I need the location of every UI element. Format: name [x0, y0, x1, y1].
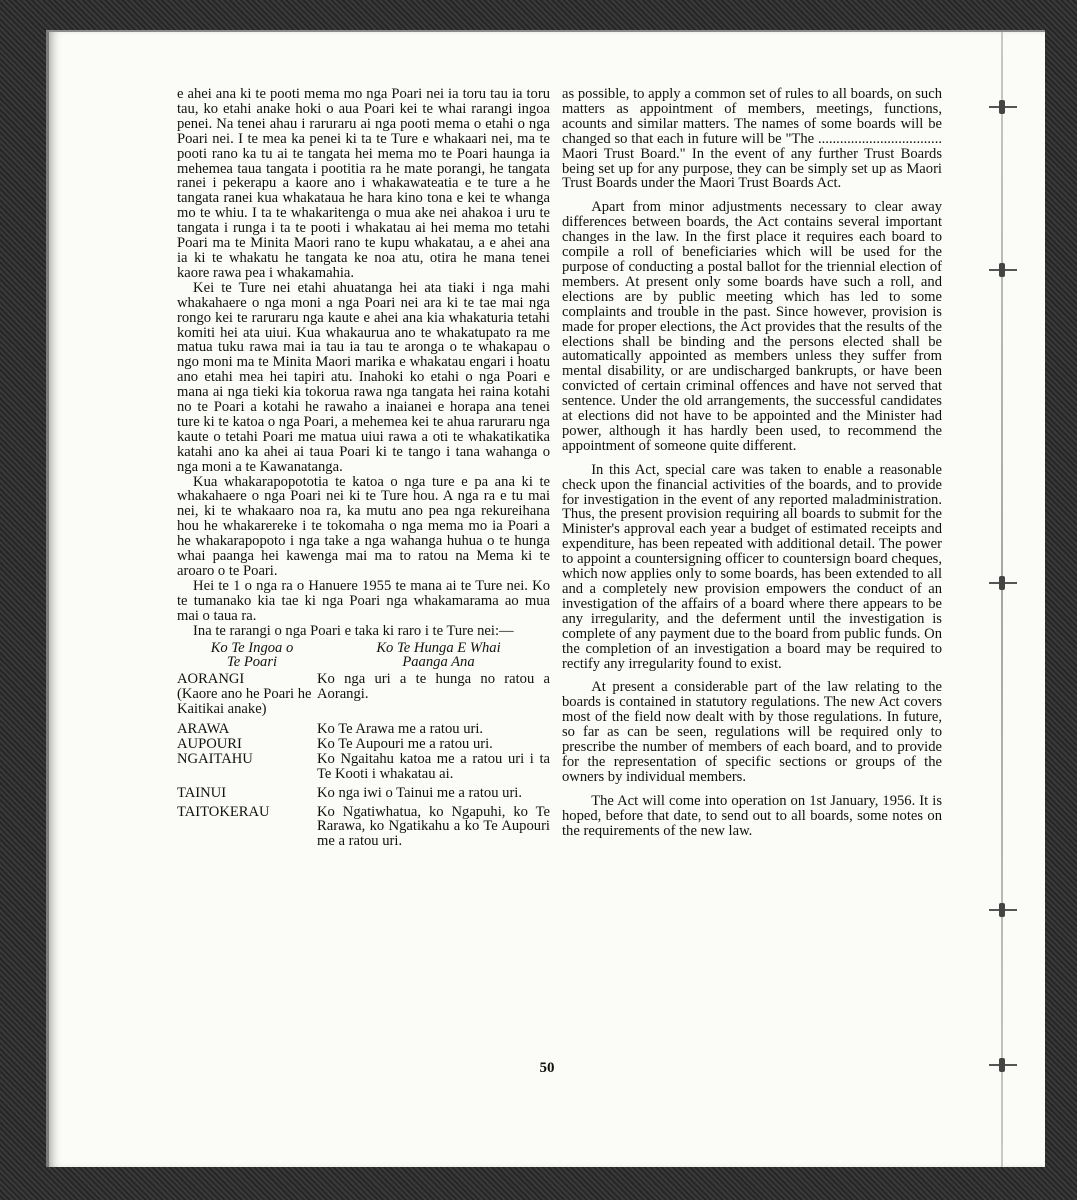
table-row: [177, 737, 550, 752]
paragraph: The Act will come into operation on 1st January, 1956. It is hoped, before that date, to send out to all boards, some notes on the requirements of the new law.: [562, 792, 942, 839]
table-row: [177, 687, 550, 717]
board-name: ARAWA: [177, 720, 230, 737]
document-page: [46, 30, 1045, 1167]
paragraph: Ina te rarangi o nga Poari e taka ki raro i te Ture nei:—: [193, 622, 514, 639]
board-beneficiaries: Ko nga iwi o Tainui me a ratou uri.: [317, 784, 523, 801]
binding-staple: [989, 580, 1017, 586]
board-name: AUPOURI: [177, 735, 242, 752]
board-beneficiaries: Ko Te Aupouri me a ratou uri.: [317, 735, 493, 752]
board-beneficiaries: [317, 687, 550, 717]
board-beneficiaries: Ko nga uri a te hunga no ratou a Aorangi.: [317, 671, 550, 703]
table-row: [177, 786, 550, 801]
right-column: [562, 87, 942, 848]
board-beneficiaries: Ko Te Arawa me a ratou uri.: [317, 720, 484, 737]
paragraph: In this Act, special care was taken to enable a reasonable check upon the financial activities of the boards, and to provide for investigation in the event of any reported maladministration. Thus, the present provision requiring all boards to submit for the Minister's approval each year a budget of estimated receipts and expenditure, has been repeated with additional detail. The power to appoint a countersigning officer to countersign board cheques, which now applies only to some boards, has been extended to all and a completely new provision empowers the conduct of an investigation of the affairs of a board where there appears to be any irregularity, and the deferment until the investigation is complete of any payment due to the board from public funds. On the completion of an investigation a board may be required to rectify any irregularity found to exist.: [562, 461, 942, 672]
paragraph: as possible, to apply a common set of rules to all boards, on such matters as appointment of members, meetings, functions, acounts and similar matters. The names of some boards will be changed so that each in future will be "The .................................. Maori Trust Board." In the event of any further Trust Boards being set up for any purpose, they can be simply set up as Maori Trust Boards under the Maori Trust Boards Act.: [562, 86, 942, 192]
header-board-name: Ko Te Ingoa o Te Poari: [210, 639, 294, 671]
paragraph: e ahei ana ki te pooti mema mo nga Poari nei ia toru tau ia toru tau, ko etahi anake hoki o aua Poari kei te whai rarangi ingoa penei. Na tenei ahau i raruraru ai nga pooti mema o etahi o nga Poari nei. I te mea ka penei ki ta te Ture e whakaari nei, ma te pooti rano ka tu ai te tangata hei mema mo te Poari haunga ia mehemea taua tangata i pootitia ra he mate porangi, he tangata ranei i pekerapu a kaore ano i whakawateatia e te ture a he tangata ranei kua whakataua he hara kino tona e kei te whanga mo te whiu. I ta te whakaritenga o mua ake nei ahakoa i uru te tangata i runga i ta te pooti i whakatau ai hei mema mo tetahi Poari ma te Minita Maori rano te kupu whakatau, a e ahei ana ia ki te whakatu he tangata ke noa atu, otira he mana tenei kaore rawa pea i whakamahia.: [177, 86, 550, 281]
table-row: [177, 805, 550, 850]
binding-staple: [989, 267, 1017, 273]
board-beneficiaries: Ko Ngaitahu katoa me a ratou uri i ta Te Kooti i whakatau ai.: [317, 750, 550, 782]
boards-table: [177, 672, 550, 849]
paragraph: Apart from minor adjustments necessary to clear away differences between boards, the Act contains several important changes in the law. In the first place it requires each board to compile a roll of beneficiaries which will be used for the purpose of conducting a postal ballot for the triennial election of members. At present only some boards have such a roll, and elections are by public meeting which has led to some complaints and trouble in the past. Since however, provision is made for proper elections, the Act provides that the results of the elections shall be binding and the persons elected shall be automatically appointed as members unless they suffer from mental disability, or are undischarged bankrupts, or have been convicted of certain criminal offences and have not served that sentence. Under the old arrangements, the successful candidates at elections did not have to be appointed and the Minister had power, although it has hardly been used, to recommend the appointment of someone quite different.: [562, 199, 942, 454]
board-name: TAINUI: [177, 784, 227, 801]
board-beneficiaries: Ko Ngatiwhatua, ko Ngapuhi, ko Te Rarawa, ko Ngatikahu a ko Te Aupouri me a ratou uri.: [317, 803, 550, 850]
board-name: AORANGI: [177, 671, 245, 688]
header-beneficiaries: Ko Te Hunga E Whai Paanga Ana: [376, 639, 501, 671]
table-row: [177, 752, 550, 782]
boards-table-header: [177, 641, 550, 671]
paragraph: Hei te 1 o nga ra o Hanuere 1955 te mana ai te Ture nei. Ko te tumanako kia tae ki nga Poari nga whakamarama ao mua mai o taua ra.: [177, 577, 550, 624]
binding-staple: [989, 104, 1017, 110]
paragraph: At present a considerable part of the law relating to the boards is contained in statutory regulations. The new Act covers most of the field now dealt with by those regulations. In future, so far as can be seen, regulations will be required only to prescribe the number of members of each board, and to provide for the representation of specific sections or groups of the owners by individual members.: [562, 679, 942, 785]
page-number: 50: [539, 1060, 555, 1076]
board-name: (Kaore ano he Poari he Kaitikai anake): [177, 686, 312, 718]
board-name: NGAITAHU: [177, 750, 253, 767]
binding-staple: [989, 907, 1017, 913]
binding-line: [1001, 32, 1003, 1167]
paragraph: Kua whakarapopototia te katoa o nga ture e pa ana ki te whakahaere o nga Poari nei ki te Ture hou. A nga ra e tu mai nei, ki te whakaaro noa ra, ka mutu ano pea nga rekureihana hou he whakarereke i te tokomaha o nga mema mo ia Poari a he whakarapopoto i nga take a nga wahanga huhua o te hunga whai paanga hei kawenga mai ma to ratou na Mema ki te aroaro o te Poari.: [177, 473, 550, 579]
paragraph: Kei te Ture nei etahi ahuatanga hei ata tiaki i nga mahi whakahaere o nga moni a nga Poari nei ara ki te tae mai nga rongo kei te raruraru nga kaute e ahei ana kia whakaturia tetahi komiti hei ata uiui. Kua whakaurua ano te whakatupato ra me matua tuku rawa mai ia tau ia tau te aronga o te whakapau o ngo moni ma te Minita Maori marika e whakatau engari i hoatu ano etahi mea hei tapiri atu. Inahoki ko etahi o nga Poari e mana ai nga tieki kia tokorua rawa nga tangata hei raina kotahi no te Poari a kotahi he rawaho a inaianei e horapa ana tenei ture ki te katoa o nga Poari, a mehemea kei te ahua raruraru nga kaute o tetahi Poari me matua uiui rawa a oti te whakatikatika katahi ano ka ahei ai taua Poari ki te tango i tana wahanga o nga moni a te Kawanatanga.: [177, 279, 550, 475]
left-column: [177, 87, 550, 853]
table-row: [177, 722, 550, 737]
board-name: TAITOKERAU: [177, 803, 270, 820]
